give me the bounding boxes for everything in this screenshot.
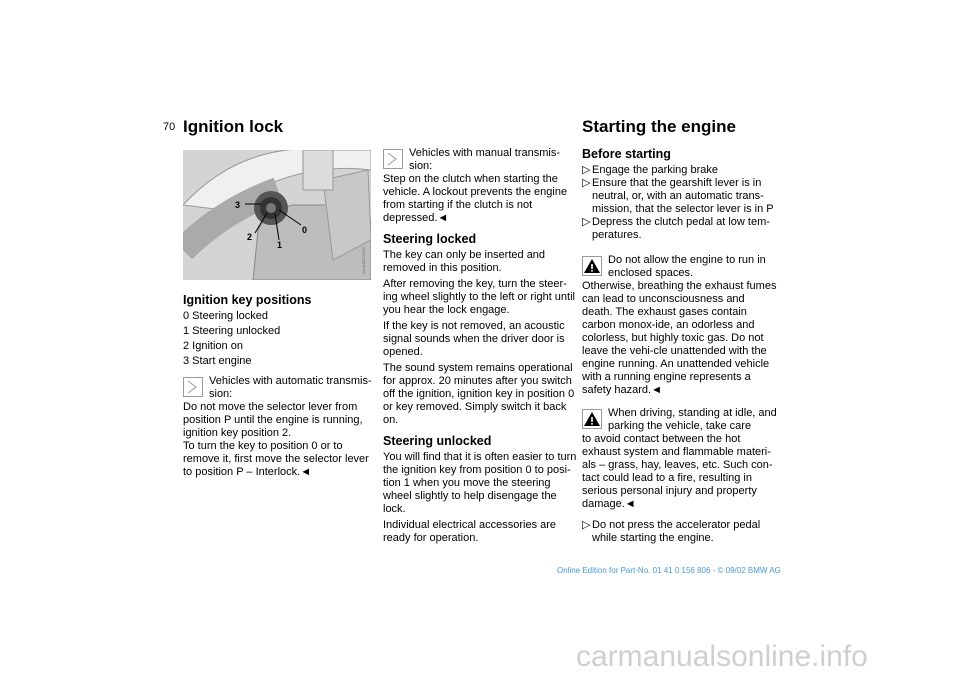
callout-label: 0 bbox=[302, 225, 308, 235]
warning-hot-exhaust bbox=[582, 407, 777, 511]
note-body: To turn the key to position 0 or to remove it, first move the selector lever to position P – Interlock.◄ bbox=[183, 440, 369, 478]
note-lead: When driving, standing at idle, and parking the vehicle, take care bbox=[608, 407, 777, 432]
note-body: Otherwise, breathing the exhaust fumes can lead to unconsciousness and death. The exhaust gases contain carbon monox-ide, an odorless and colorless, but highly toxic gas. Do not leave the vehi-cle unattended with the engine running. An unattended vehicle with a running engine represents a safety hazard.◄ bbox=[582, 280, 777, 396]
bullet-arrow-icon: ▷ bbox=[582, 216, 591, 228]
bullet-arrow-icon: ▷ bbox=[582, 177, 591, 189]
list-item: 1 Steering unlocked bbox=[183, 325, 281, 337]
note-body: to avoid contact between the hot exhaust system and flammable materi-als – grass, hay, leaves, etc. Such con-tact could lead to a fire, resulting in serious personal injury and property damage.◄ bbox=[582, 433, 773, 510]
paragraph: The key can only be inserted and removed in this position. bbox=[383, 249, 546, 274]
list-item: ▷ Ensure that the gearshift lever is in neutral, or, with an automatic trans-mission, that the selector lever is in P bbox=[582, 177, 774, 215]
paragraph: You will find that it is often easier to turn the ignition key from position 0 to posi-tion 1 when you move the steering wheel slightly to help disengage the lock. bbox=[383, 451, 577, 515]
list-item: ▷ Depress the clutch pedal at low tem-peratures. bbox=[582, 216, 770, 241]
note-automatic bbox=[183, 375, 378, 479]
column-3 bbox=[582, 148, 777, 545]
callout-label: 2 bbox=[247, 232, 253, 242]
list-item: 0 Steering locked bbox=[183, 310, 268, 322]
paragraph: The sound system remains operational for approx. 20 minutes after you switch off the ignition, ignition key in position 0 or key removed. Simply switch it back on. bbox=[383, 362, 575, 426]
paragraph: If the key is not removed, an acoustic signal sounds when the driver door is opened. bbox=[383, 320, 565, 358]
warning-exhaust bbox=[582, 254, 777, 397]
callout-label: 1 bbox=[277, 240, 283, 250]
list-item: 3 Start engine bbox=[183, 355, 252, 367]
ignition-lock-photo bbox=[183, 150, 371, 280]
bullet-arrow-icon: ▷ bbox=[582, 164, 591, 176]
page-number: 70 bbox=[163, 121, 176, 133]
callout-label: 3 bbox=[235, 200, 241, 210]
edition-footer: Online Edition for Part-No. 01 41 0 156 806 - © 09/02 BMW AG bbox=[557, 566, 781, 575]
section-heading: Ignition key positions bbox=[183, 293, 312, 307]
paragraph: Individual electrical accessories are ready for operation. bbox=[383, 519, 557, 544]
section-heading: Before starting bbox=[582, 147, 671, 161]
ignition-lock-illustration bbox=[183, 150, 371, 280]
section-heading: Steering locked bbox=[383, 232, 477, 246]
page-title-right: Starting the engine bbox=[582, 117, 736, 136]
key-position-list bbox=[183, 310, 378, 368]
note-body: Do not move the selector lever from position P until the engine is running, ignition key position 2. bbox=[183, 401, 363, 439]
note-lead: Vehicles with automatic transmis-sion: bbox=[209, 375, 372, 400]
site-watermark: carmanualsonline.info bbox=[576, 640, 868, 673]
bullet-arrow-icon: ▷ bbox=[582, 519, 591, 531]
column-2 bbox=[383, 147, 578, 548]
page-title-left: Ignition lock bbox=[183, 117, 284, 136]
list-item: ▷ Do not press the accelerator pedal while starting the engine. bbox=[582, 519, 761, 544]
paragraph: After removing the key, turn the steer-ing wheel slightly to the left or right until you hear the lock engage. bbox=[383, 278, 575, 316]
note-arrow-icon bbox=[183, 377, 203, 397]
note-lead: Vehicles with manual transmis-sion: bbox=[409, 147, 561, 172]
section-heading: Steering unlocked bbox=[383, 434, 492, 448]
photo-code: WI-A4ATLXDN bbox=[361, 247, 366, 274]
list-item: 2 Ignition on bbox=[183, 340, 243, 352]
list-item: ▷ Engage the parking brake bbox=[582, 164, 718, 176]
warning-triangle-icon bbox=[582, 409, 602, 429]
note-arrow-icon bbox=[383, 149, 403, 169]
column-1 bbox=[183, 294, 378, 479]
note-manual bbox=[383, 147, 578, 225]
note-lead: Do not allow the engine to run in enclosed spaces. bbox=[608, 254, 766, 279]
bullet-list bbox=[582, 164, 777, 242]
warning-triangle-icon bbox=[582, 256, 602, 276]
note-body: Step on the clutch when starting the vehicle. A lockout prevents the engine from starting if the clutch is not depressed.◄ bbox=[383, 173, 568, 224]
